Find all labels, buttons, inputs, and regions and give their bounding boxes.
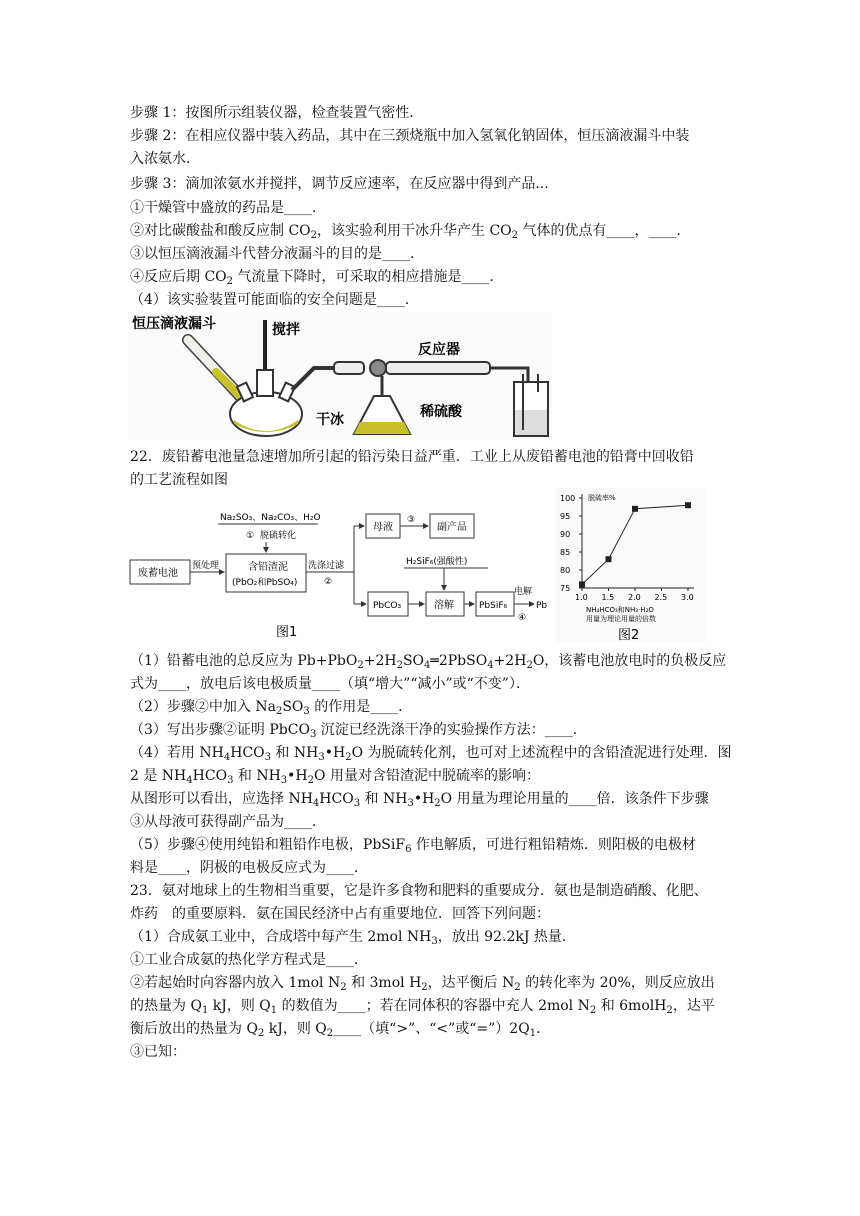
x-axis-label-line2: 用量为理论用量的倍数	[586, 615, 656, 623]
svg-text:含铅渣泥: 含铅渣泥	[248, 562, 288, 573]
x-tick-label: 1.5	[601, 593, 615, 602]
data-point	[606, 556, 612, 562]
label-reactor: 反应器	[418, 342, 460, 358]
label-stir: 搅拌	[272, 322, 300, 338]
step4-mark: ④	[518, 613, 527, 623]
chart-title: 脱硫率%	[588, 494, 616, 502]
desulfurization-chart	[556, 488, 706, 642]
y-tick-label: 90	[560, 530, 571, 539]
question-4: ④反应后期 $CO_2$ 气流量下降时，可采取的相应措施是____．	[130, 269, 504, 287]
x-axis-label: NH₄HCO₃和NH₃·H₂O	[586, 606, 654, 614]
answer-3: （3）写出步骤②证明 PbCO$_3$ 沉淀已经洗涤干净的实验操作方法：____．	[130, 722, 587, 740]
y-tick-label: 80	[560, 566, 571, 575]
svg-text:PbSiF₆: PbSiF₆	[479, 601, 508, 611]
answer-4-cont3: ③从母液可获得副产品为____．	[130, 814, 326, 830]
svg-text:母液: 母液	[373, 522, 393, 533]
x-tick-label: 1.0	[575, 593, 588, 602]
answer-4-cont: 2 是 $NH_4HCO_3$ 和 $NH_3•H_2O$ 用量对含铅渣泥中脱硫率的影响：	[130, 768, 540, 786]
question-3: ③以恒压滴液漏斗代替分液漏斗的目的是____．	[130, 246, 424, 262]
three-neck-flask	[230, 392, 302, 436]
x-tick-label: 2.5	[654, 593, 668, 602]
reagents-label: Na₂SO₃、Na₂CO₃、H₂O	[220, 513, 321, 523]
svg-text:废蓄电池: 废蓄电池	[138, 568, 178, 579]
desulf-label: 脱硫转化	[260, 531, 297, 541]
q23-1: （1）合成氨工业中，合成塔中每产生 2mol $NH_3$，放出 92.2kJ 热量．	[130, 929, 576, 947]
label-acid: 稀硫酸	[420, 404, 462, 420]
answer-2: （2）步骤②中加入 $Na_2SO_3$ 的作用是____．	[130, 699, 413, 717]
problem-23-intro-cont: 炸药 的重要原料．氨在国民经济中占有重要地位．回答下列问题：	[130, 906, 550, 922]
reactor-tube	[386, 362, 490, 374]
step3-mark: ③	[407, 515, 416, 525]
answer-5-cont: 料是____，阴极的电极反应式为____．	[130, 860, 368, 876]
problem-23-intro: 23．氨对地球上的生物相当重要，它是许多食物和肥料的重要成分．氨也是制造硝酸、化肥、	[130, 883, 708, 899]
figure-1-caption: 图1	[276, 625, 298, 640]
problem-22-intro: 22．废铅蓄电池量急速增加所引起的铅污染日益严重．工业上从废铅蓄电池的铅膏中回收铅	[130, 449, 694, 465]
wash-label: 洗涤过滤	[308, 561, 345, 571]
y-tick-label: 95	[560, 512, 571, 521]
electro-label: 电解	[514, 587, 533, 597]
pb-label: Pb	[536, 601, 548, 611]
data-point	[685, 502, 691, 508]
label-funnel: 恒压滴液漏斗	[132, 316, 216, 332]
apparatus-figure	[128, 312, 552, 440]
svg-text:(PbO₂和PbSO₄): (PbO₂和PbSO₄)	[232, 578, 298, 588]
y-tick-label: 100	[560, 494, 576, 503]
q23-1-b-cont: 的热量为 $Q_1$ kJ，则 $Q_1$ 的数值为____；若在同体积的容器中充人 2mol $N_2$ 和 6molH$_2$，达平	[130, 998, 715, 1016]
acid-label: H₂SiF₆(强酸性)	[406, 557, 468, 567]
step1-mark: ①	[246, 531, 255, 541]
answer-4: （4）若用 $NH_4HCO_3$ 和 $NH_3•H_2O$ 为脱硫转化剂，也可对上述流程中的含铅渣泥进行处理．图	[130, 745, 732, 763]
answer-4-cont2: 从图形可以看出，应选择 $NH_4HCO_3$ 和 $NH_3•H_2O$ 用量为理论用量的____倍．该条件下步骤	[130, 791, 709, 809]
q23-1-a: ①工业合成氨的热化学方程式是____．	[130, 952, 368, 968]
y-tick-label: 85	[560, 548, 571, 557]
step2-mark: ②	[324, 577, 333, 587]
question-1: ①干燥管中盛放的药品是____．	[130, 200, 326, 216]
step3-text: 步骤 3：滴加浓氨水并搅拌，调节反应速率，在反应器中得到产品...	[130, 176, 549, 192]
svg-text:PbCO₃: PbCO₃	[373, 601, 402, 611]
svg-text:副产品: 副产品	[437, 522, 467, 533]
drying-tube	[334, 362, 364, 374]
y-tick-label: 75	[560, 584, 571, 593]
svg-text:溶解: 溶解	[434, 600, 454, 611]
q23-1-c: ③已知：	[130, 1044, 186, 1060]
data-point	[579, 581, 585, 587]
x-tick-label: 2.0	[628, 593, 641, 602]
question-2: ②对比碳酸盐和酸反应制 $CO_2$，该实验利用干冰升华产生 $CO_2$ 气体的优点有____，____．	[130, 223, 691, 241]
q23-1-b: ②若起始时向容器内放入 1mol $N_2$ 和 3mol $H_2$，达平衡后 $N_2$ 的转化率为 20%，则反应放出	[130, 975, 715, 993]
question-5: （4）该实验装置可能面临的安全问题是____．	[130, 292, 419, 308]
data-point	[632, 506, 638, 512]
label-dry-ice: 干冰	[316, 412, 344, 428]
x-tick-label: 3.0	[681, 593, 694, 602]
problem-22-intro-cont: 的工艺流程如图	[130, 472, 228, 488]
process-flowchart	[128, 498, 548, 644]
answer-5: （5）步骤④使用纯铅和粗铅作电极，PbSiF$_6$ 作电解质，可进行粗铅精炼．则阳极的电极材	[130, 837, 696, 855]
pretreat-label: 预处理	[192, 561, 220, 571]
step2-text: 步骤 2：在相应仪器中装入药品，其中在三颈烧瓶中加入氢氧化钠固体，恒压滴液漏斗中装	[130, 128, 690, 144]
answer-1: （1）铅蓄电池的总反应为 $Pb+PbO_2+2H_2SO_4═2PbSO_4+2H_2O$，该蓄电池放电时的负极反应	[130, 653, 727, 671]
step2-text-cont: 入浓氨水．	[130, 151, 200, 167]
figure-2-caption: 图2	[618, 628, 640, 642]
answer-1-cont: 式为____，放电后该电极质量____（填“增大”“减小”或“不变”）．	[130, 676, 530, 692]
step1-text: 步骤 1：按图所示组装仪器，检查装置气密性．	[130, 105, 424, 121]
q23-1-b-cont2: 衡后放出的热量为 $Q_2$ kJ，则 $Q_2\_\_\_\_$（填“>”、“<”或“$=”)2Q_1$．	[130, 1021, 551, 1039]
